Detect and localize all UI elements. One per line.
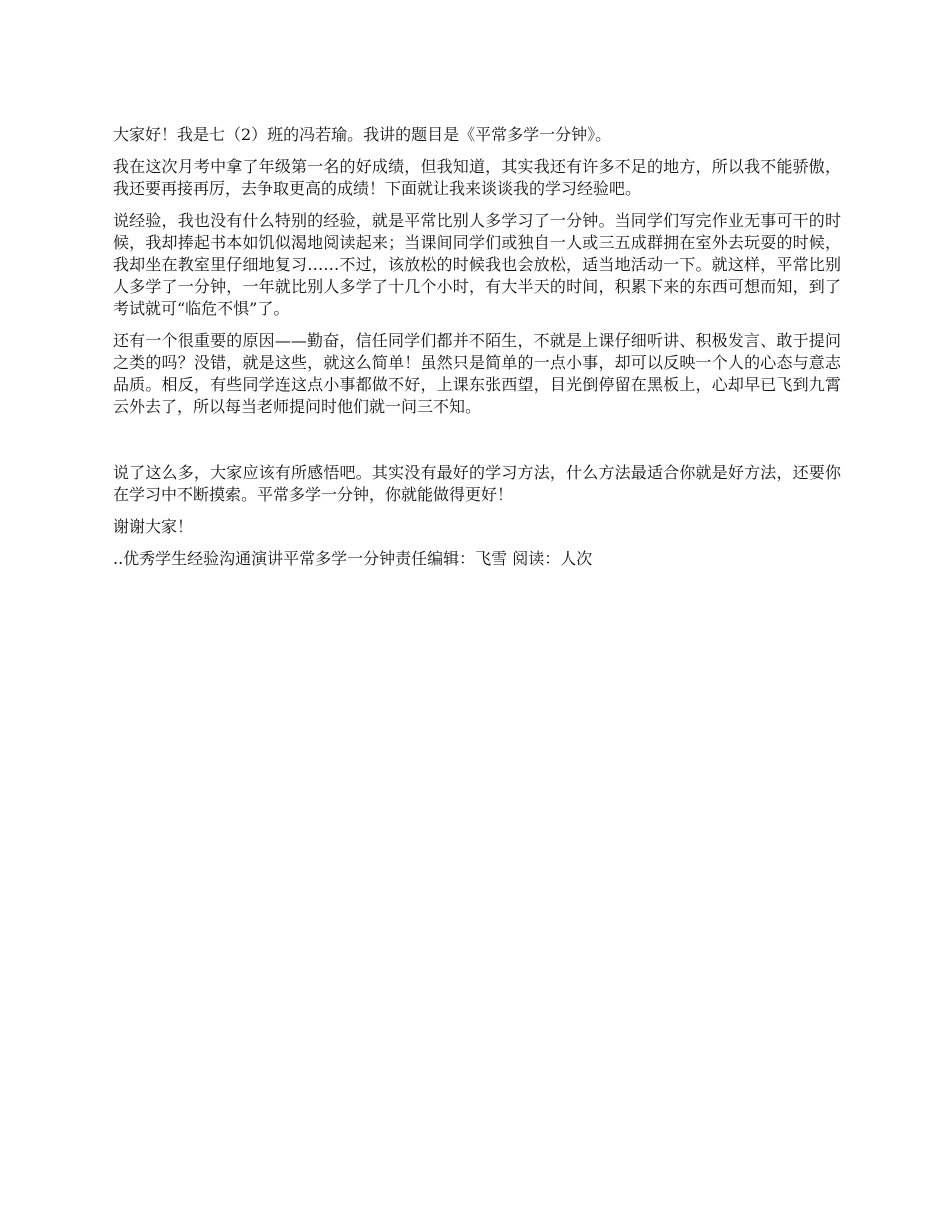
- paragraph-footer: ..优秀学生经验沟通演讲平常多学一分钟责任编辑：飞雪 阅读：人次: [113, 549, 593, 568]
- paragraph-intro: 我在这次月考中拿了年级第一名的好成绩，但我知道，其实我还有许多不足的地方，所以我不能骄傲，我还要再接再厉，去争取更高的成绩！下面就让我来谈谈我的学习经验吧。: [113, 157, 841, 198]
- paragraph-experience: 说经验，我也没有什么特别的经验，就是平常比别人多学习了一分钟。当同学们写完作业无事可干的时候，我却捧起书本如饥似渴地阅读起来；当课间同学们或独自一人或三五成群拥在室外去玩耍的时候，我却坐在教室里仔细地复习……不过，该放松的时候我也会放松，适当地活动一下。就这样，平常比别人多学了一分钟，一年就比别人多学了十几个小时，有大半天的时间，积累下来的东西可想而知，到了考试就可“临危不惧”了。: [113, 211, 841, 318]
- document-body: [113, 124, 841, 570]
- paragraph-conclusion: 说了这么多，大家应该有所感悟吧。其实没有最好的学习方法，什么方法最适合你就是好方法，还要你在学习中不断摸索。平常多学一分钟，你就能做得更好！: [113, 463, 841, 504]
- paragraph-greeting: 大家好！我是七（2）班的冯若瑜。我讲的题目是《平常多学一分钟》。: [113, 125, 612, 144]
- paragraph-thanks: 谢谢大家！: [113, 517, 194, 536]
- paragraph-diligence: 还有一个很重要的原因——勤奋，信任同学们都并不陌生，不就是上课仔细听讲、积极发言、敢于提问之类的吗？没错，就是这些，就这么简单！虽然只是简单的一点小事，却可以反映一个人的心态与意志品质。相反，有些同学连这点小事都做不好，上课东张西望，目光倒停留在黑板上，心却早已飞到九霄云外去了，所以每当老师提问时他们就一问三不知。: [113, 331, 841, 416]
